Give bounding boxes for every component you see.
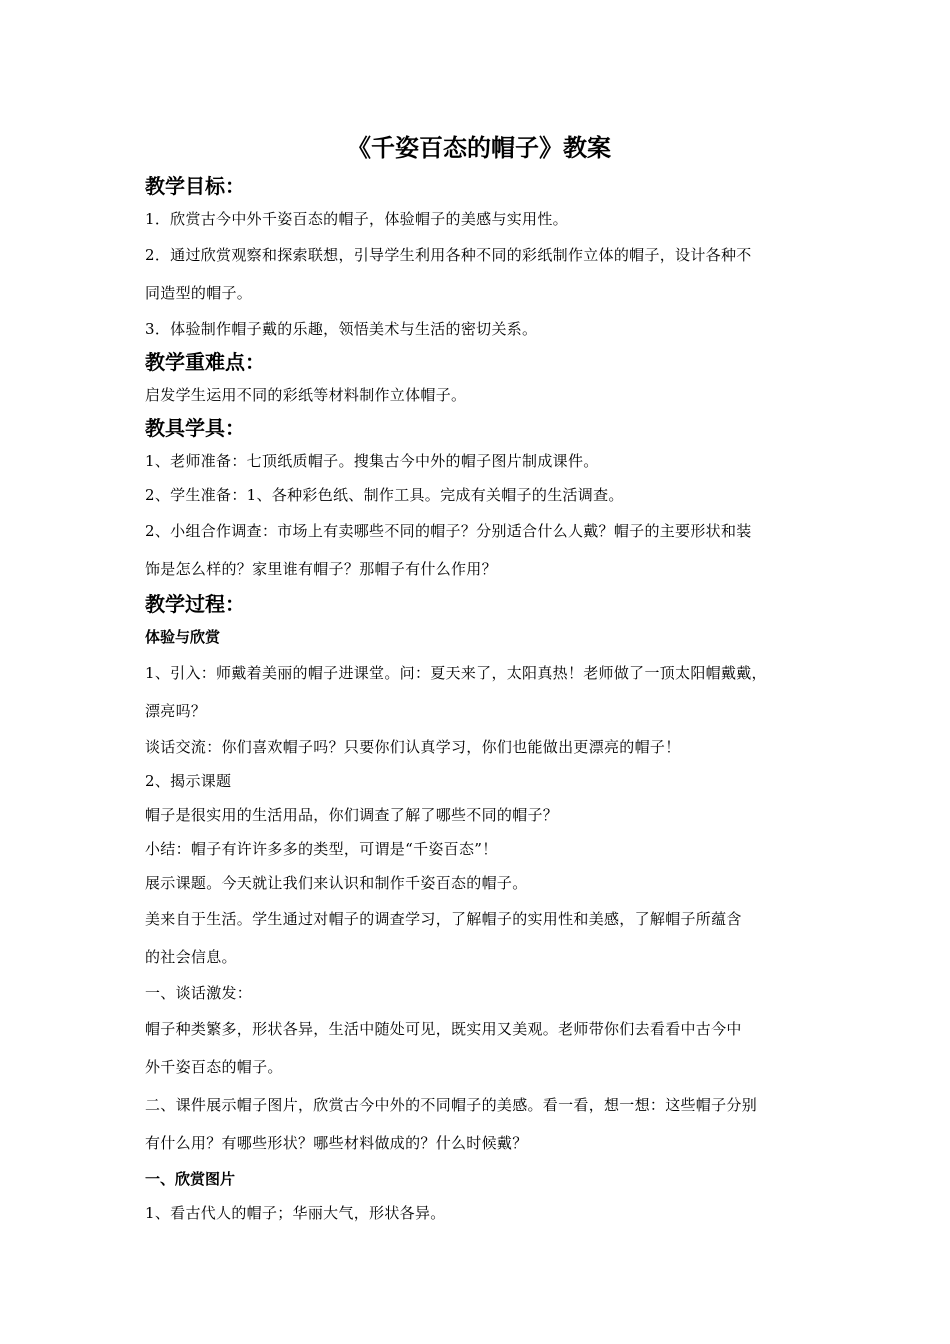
process-subheading-2: 一、欣赏图片 bbox=[145, 1170, 236, 1188]
process-line-1: 1、引入：师戴着美丽的帽子进课堂。问：夏天来了，太阳真热！老师做了一顶太阳帽戴戴， bbox=[145, 664, 767, 682]
process-line-14: 有什么用？有哪些形状？哪些材料做成的？什么时候戴？ bbox=[145, 1134, 528, 1152]
process-line-10: 一、谈话激发： bbox=[145, 984, 253, 1002]
process-line-9: 的社会信息。 bbox=[145, 948, 237, 966]
process-subheading: 体验与欣赏 bbox=[145, 628, 221, 646]
goal-item-3: 3．体验制作帽子戴的乐趣，领悟美术与生活的密切关系。 bbox=[145, 320, 538, 338]
process-line-3: 谈话交流：你们喜欢帽子吗？只要你们认真学习，你们也能做出更漂亮的帽子！ bbox=[145, 738, 681, 756]
tools-item-1: 1、老师准备：七顶纸质帽子。搜集古今中外的帽子图片制成课件。 bbox=[145, 452, 599, 470]
process-line-7: 展示课题。今天就让我们来认识和制作千姿百态的帽子。 bbox=[145, 874, 528, 892]
section-heading-tools: 教具学具： bbox=[145, 416, 245, 440]
goal-item-1: 1．欣赏古今中外千姿百态的帽子，体验帽子的美感与实用性。 bbox=[145, 210, 568, 228]
key-point-item-1: 启发学生运用不同的彩纸等材料制作立体帽子。 bbox=[145, 386, 467, 404]
tools-item-3: 2、小组合作调查：市场上有卖哪些不同的帽子？分别适合什么人戴？帽子的主要形状和装 bbox=[145, 522, 752, 540]
process-line-8: 美来自于生活。学生通过对帽子的调查学习，了解帽子的实用性和美感，了解帽子所蕴含 bbox=[145, 910, 742, 928]
tools-item-3-cont: 饰是怎么样的？家里谁有帽子？那帽子有什么作用？ bbox=[145, 560, 497, 578]
goal-item-2-cont: 同造型的帽子。 bbox=[145, 284, 253, 302]
document-title: 《千姿百态的帽子》教案 bbox=[347, 134, 611, 162]
goal-item-2: 2．通过欣赏观察和探索联想，引导学生利用各种不同的彩纸制作立体的帽子，设计各种不 bbox=[145, 246, 752, 264]
process-line-5: 帽子是很实用的生活用品，你们调查了解了哪些不同的帽子？ bbox=[145, 806, 559, 824]
document-page bbox=[145, 128, 813, 1230]
process-line-15: 1、看古代人的帽子；华丽大气，形状各异。 bbox=[145, 1204, 446, 1222]
section-heading-goals: 教学目标： bbox=[145, 174, 245, 198]
process-line-4: 2、揭示课题 bbox=[145, 772, 232, 790]
tools-item-2: 2、学生准备：1、各种彩色纸、制作工具。完成有关帽子的生活调查。 bbox=[145, 486, 624, 504]
process-line-11: 帽子种类繁多，形状各异，生活中随处可见，既实用又美观。老师带你们去看看中古今中 bbox=[145, 1020, 742, 1038]
section-heading-key-points: 教学重难点： bbox=[145, 350, 265, 374]
process-line-13: 二、课件展示帽子图片，欣赏古今中外的不同帽子的美感。看一看，想一想：这些帽子分别 bbox=[145, 1096, 758, 1114]
section-heading-process: 教学过程： bbox=[145, 592, 245, 616]
process-line-12: 外千姿百态的帽子。 bbox=[145, 1058, 283, 1076]
process-line-6: 小结：帽子有许许多多的类型，可谓是“千姿百态”！ bbox=[145, 840, 498, 858]
process-line-2: 漂亮吗？ bbox=[145, 702, 207, 720]
